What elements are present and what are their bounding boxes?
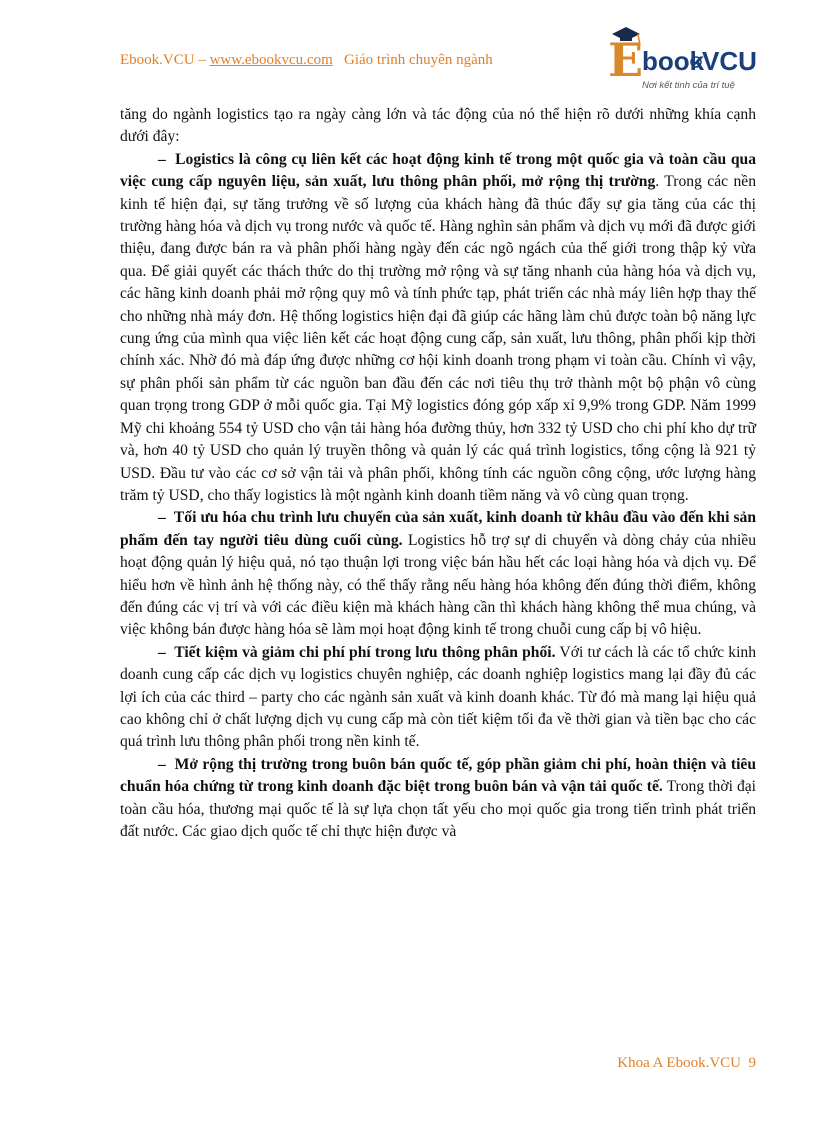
- paragraph-dash: –: [158, 643, 166, 661]
- footer-text: Khoa A Ebook.VCU: [617, 1055, 741, 1071]
- paragraph-dash: –: [158, 509, 166, 527]
- header-separator: –: [198, 52, 206, 68]
- paragraph-dash: –: [158, 755, 166, 773]
- paragraph-body: Với tư cách là các tổ chức kinh doanh cung cấp các dịch vụ logistics chuyên nghiệp, các doanh nghiệp logistics mang lại đầy đủ các lợi ích của các third – party cho các ngành sản xuất và kinh doanh khác. Từ đó mà mang lại hiệu quả cao không chỉ ở chất lượng dịch vụ cung cấp mà còn tiết kiệm tối đa về thời gian và tiền bạc cho các quá trình lưu thông phân phối trong nền kinh tế.: [120, 643, 757, 751]
- paragraph-heading: Tối ưu hóa chu trình lưu chuyển của sản xuất, kinh doanh từ khâu đầu vào đến khi sản phẩm đến tay người tiêu dùng cuối cùng.: [120, 509, 757, 549]
- svg-text:E: E: [608, 33, 644, 87]
- svg-text:book: book: [642, 46, 705, 76]
- svg-text:Nơi kết tinh của trí tuệ: Nơi kết tinh của trí tuệ: [642, 80, 735, 91]
- paragraph-body: Logistics hỗ trợ sự di chuyển và dòng chảy của nhiều hoạt động quản lý hiệu quả, nó tạo thuận lợi trong việc bán hầu hết các loại hàng hóa và dịch vụ. Để hiểu hơn về hình ảnh hệ thống này, có thể thấy rằng nếu hàng hóa không đến đúng thời điểm, không đến đúng các vị trí và với các điều kiện mà khách hàng cần thì khách hàng không thể mua chúng, và việc không bán được hàng hóa sẽ làm mọi hoạt động kinh tế trong chuỗi cung cấp bị vô hiệu.: [120, 531, 757, 639]
- page-number: 9: [748, 1055, 756, 1071]
- paragraph-body: Trong thời đại toàn cầu hóa, thương mại quốc tế là sự lựa chọn tất yếu cho mọi quốc gia trong tiến trình phát triển đất nước. Các giao dịch quốc tế chỉ thực hiện được và: [120, 778, 757, 840]
- page-footer: [617, 1055, 756, 1072]
- page-header: [120, 52, 493, 69]
- paragraph-expand-market: [120, 754, 756, 844]
- paragraph-optimize-cycle: [120, 507, 756, 641]
- paragraph-save-costs: [120, 642, 756, 754]
- intro-paragraph: tăng do ngành logistics tạo ra ngày càng lớn và tác động của nó thể hiện rõ dưới những khía cạnh dưới đây:: [120, 106, 756, 146]
- paragraph-heading: Mở rộng thị trường trong buôn bán quốc tế, góp phần giảm chi phí, hoàn thiện và tiêu chuẩn hóa chứng từ trong kinh doanh đặc biệt trong buôn bán và vận tải quốc tế.: [120, 755, 756, 796]
- page-body: [120, 104, 756, 843]
- paragraph-logistics-link: [120, 149, 756, 508]
- header-site: Ebook.VCU: [120, 52, 195, 68]
- header-url-link[interactable]: www.ebookvcu.com: [209, 52, 333, 68]
- paragraph-heading: Tiết kiệm và giảm chi phí phí trong lưu thông phân phối.: [174, 643, 556, 661]
- paragraph-dash: –: [158, 150, 166, 168]
- paragraph-heading: Logistics là công cụ liên kết các hoạt động kinh tế trong một quốc gia và toàn cầu qua việc cung cấp nguyên liệu, sản xuất, lưu thông phân phối, mở rộng thị trường: [120, 150, 756, 191]
- header-section: Giáo trình chuyên ngành: [344, 52, 493, 68]
- svg-text:VCU: VCU: [702, 46, 757, 76]
- paragraph-body: . Trong các nền kinh tế hiện đại, sự tăng trưởng về số lượng của khách hàng đã thúc đẩy sự gia tăng của các thị trường hàng hóa và dịch vụ trong nước và quốc tế. Hàng nghìn sản phẩm và dịch vụ mới đã được giới thiệu, đang được bán ra và phân phối hàng ngày đến các ngõ ngách của thế giới trong thập kỷ vừa qua. Để giải quyết các thách thức do thị trường mở rộng và sự tăng nhanh của hàng hóa và dịch vụ, các hãng kinh doanh phải mở rộng quy mô và tính phức tạp, phát triển các nhà máy liên hợp thay thế cho những nhà máy đơn. Hệ thống logistics hiện đại đã giúp các hãng làm chủ được toàn bộ năng lực cung ứng của mình qua việc liên kết các hoạt động cung cấp, sản xuất, lưu thông, phân phối kịp thời chính xác. Nhờ đó mà đáp ứng được những cơ hội kinh doanh trong phạm vi toàn cầu. Chính vì vậy, sự phân phối sản phẩm từ các nguồn ban đầu đến các nơi tiêu thụ trở thành một bộ phận vô cùng quan trọng trong GDP ở mỗi quốc gia. Tại Mỹ logistics đóng góp xấp xỉ 9,9% trong GDP. Năm 1999 Mỹ chi khoảng 554 tỷ USD cho vận tải hàng hóa đường thủy, hơn 332 tỷ USD cho chi phí kho dự trữ và, hơn 40 tỷ USD cho quản lý truyền thông và quản lý các quá trình logistics, tổng cộng là 921 tỷ USD. Đầu tư vào các cơ sở vận tải và phân phối, không tính các nguồn công cộng, ước lượng hàng trăm tỷ USD, cho thấy logistics là một ngành kinh doanh tiềm năng và vô cùng quan trọng.: [120, 173, 757, 504]
- ebook-vcu-logo: [598, 18, 778, 96]
